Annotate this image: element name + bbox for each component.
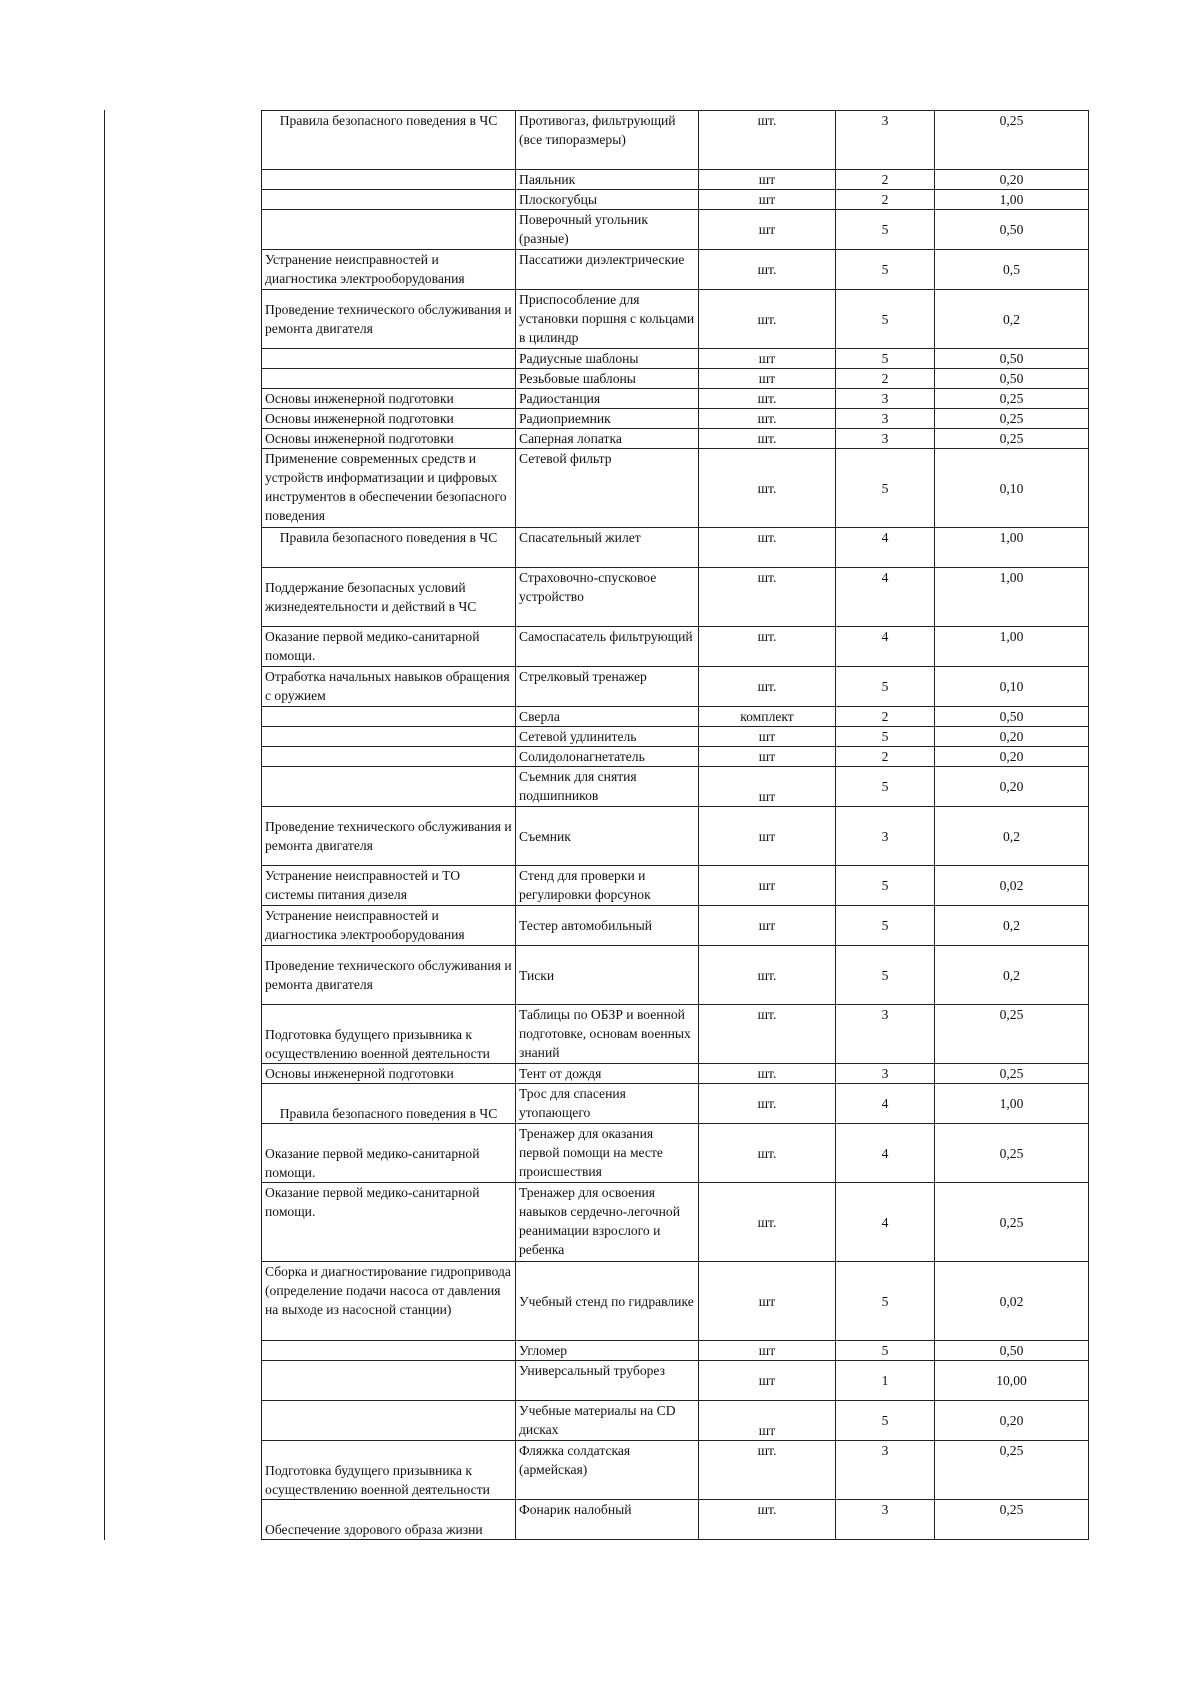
table-row (262, 1401, 1089, 1441)
norm-cell: 0,20 (935, 1401, 1089, 1441)
item-cell: Сверла (516, 707, 699, 727)
topic-cell: Подготовка будущего призывника к осуществлению военной деятельности (262, 1441, 516, 1500)
table-row (262, 667, 1089, 707)
qty-cell: 4 (836, 627, 935, 667)
norm-cell: 0,25 (935, 1183, 1089, 1262)
unit-cell: шт. (699, 528, 836, 568)
item-cell: Пассатижи диэлектрические (516, 250, 699, 290)
norm-cell: 0,2 (935, 946, 1089, 1005)
topic-cell: Основы инженерной подготовки (262, 389, 516, 409)
table-row (262, 170, 1089, 190)
unit-cell: шт. (699, 1183, 836, 1262)
norm-cell: 0,25 (935, 1005, 1089, 1064)
unit-cell: комплект (699, 707, 836, 727)
table-row (262, 1262, 1089, 1341)
table-row (262, 727, 1089, 747)
qty-cell: 4 (836, 528, 935, 568)
table-row (262, 1341, 1089, 1361)
item-cell: Солидолонагнетатель (516, 747, 699, 767)
table-row (262, 369, 1089, 389)
item-cell: Тренажер для оказания первой помощи на месте происшествия (516, 1124, 699, 1183)
item-cell: Трос для спасения утопающего (516, 1084, 699, 1124)
table-row (262, 627, 1089, 667)
qty-cell: 3 (836, 807, 935, 866)
qty-cell: 5 (836, 250, 935, 290)
table-row (262, 1183, 1089, 1262)
table-row (262, 707, 1089, 727)
norm-cell: 0,25 (935, 389, 1089, 409)
qty-cell: 4 (836, 1183, 935, 1262)
topic-cell (262, 190, 516, 210)
norm-cell: 0,10 (935, 667, 1089, 707)
qty-cell: 5 (836, 866, 935, 906)
unit-cell: шт (699, 1262, 836, 1341)
unit-cell: шт. (699, 389, 836, 409)
table-row (262, 946, 1089, 1005)
table-row (262, 747, 1089, 767)
unit-cell: шт (699, 727, 836, 747)
topic-cell (262, 1341, 516, 1361)
unit-cell: шт (699, 349, 836, 369)
qty-cell: 4 (836, 568, 935, 627)
item-cell: Тестер автомобильный (516, 906, 699, 946)
norm-cell: 1,00 (935, 627, 1089, 667)
topic-cell (262, 767, 516, 807)
topic-cell: Оказание первой медико-санитарной помощи. (262, 1183, 516, 1262)
qty-cell: 3 (836, 389, 935, 409)
item-cell: Съемник (516, 807, 699, 866)
norm-cell: 0,50 (935, 707, 1089, 727)
table-row (262, 389, 1089, 409)
table-row (262, 409, 1089, 429)
table-row (262, 111, 1089, 170)
topic-cell: Правила безопасного поведения в ЧС (262, 1084, 516, 1124)
topic-cell (262, 1401, 516, 1441)
topic-cell (262, 1361, 516, 1401)
topic-cell (262, 747, 516, 767)
unit-cell: шт. (699, 946, 836, 1005)
table-row (262, 528, 1089, 568)
qty-cell: 5 (836, 1262, 935, 1341)
topic-cell: Основы инженерной подготовки (262, 429, 516, 449)
qty-cell: 3 (836, 1005, 935, 1064)
table-row (262, 210, 1089, 250)
item-cell: Саперная лопатка (516, 429, 699, 449)
topic-cell: Сборка и диагностирование гидропривода (определение подачи насоса от давления на выходе из насосной станции) (262, 1262, 516, 1341)
unit-cell: шт. (699, 1500, 836, 1540)
item-cell: Противогаз, фильтрующий (все типоразмеры) (516, 111, 699, 170)
topic-cell: Устранение неисправностей и диагностика электрооборудования (262, 250, 516, 290)
norm-cell: 0,50 (935, 349, 1089, 369)
topic-cell (262, 170, 516, 190)
qty-cell: 5 (836, 449, 935, 528)
norm-cell: 0,25 (935, 429, 1089, 449)
item-cell: Тренажер для освоения навыков сердечно-легочной реанимации взрослого и ребенка (516, 1183, 699, 1262)
qty-cell: 3 (836, 1500, 935, 1540)
table-row (262, 290, 1089, 349)
norm-cell: 1,00 (935, 568, 1089, 627)
norm-cell: 0,10 (935, 449, 1089, 528)
qty-cell: 3 (836, 1441, 935, 1500)
norm-cell: 0,25 (935, 111, 1089, 170)
norm-cell: 0,02 (935, 866, 1089, 906)
norm-cell: 0,50 (935, 369, 1089, 389)
qty-cell: 5 (836, 1401, 935, 1441)
norm-cell: 0,20 (935, 727, 1089, 747)
norm-cell: 0,50 (935, 1341, 1089, 1361)
qty-cell: 3 (836, 111, 935, 170)
topic-cell: Поддержание безопасных условий жизнедеятельности и действий в ЧС (262, 568, 516, 627)
qty-cell: 5 (836, 906, 935, 946)
unit-cell: шт. (699, 429, 836, 449)
norm-cell: 0,20 (935, 767, 1089, 807)
unit-cell: шт (699, 1341, 836, 1361)
table-row (262, 807, 1089, 866)
topic-cell: Подготовка будущего призывника к осуществлению военной деятельности (262, 1005, 516, 1064)
table-row (262, 1064, 1089, 1084)
norm-cell: 0,25 (935, 1124, 1089, 1183)
unit-cell: шт (699, 747, 836, 767)
unit-cell: шт. (699, 568, 836, 627)
unit-cell: шт. (699, 449, 836, 528)
unit-cell: шт. (699, 1124, 836, 1183)
norm-cell: 1,00 (935, 1084, 1089, 1124)
norm-cell: 0,25 (935, 1064, 1089, 1084)
unit-cell: шт (699, 1361, 836, 1401)
equipment-table (261, 110, 1089, 1540)
item-cell: Самоспасатель фильтрующий (516, 627, 699, 667)
unit-cell: шт (699, 210, 836, 250)
table-row (262, 250, 1089, 290)
unit-cell: шт. (699, 667, 836, 707)
unit-cell: шт (699, 767, 836, 807)
item-cell: Таблицы по ОБЗР и военной подготовке, основам военных знаний (516, 1005, 699, 1064)
item-cell: Паяльник (516, 170, 699, 190)
qty-cell: 3 (836, 1064, 935, 1084)
qty-cell: 5 (836, 767, 935, 807)
norm-cell: 1,00 (935, 190, 1089, 210)
unit-cell: шт. (699, 111, 836, 170)
qty-cell: 5 (836, 349, 935, 369)
item-cell: Радиостанция (516, 389, 699, 409)
qty-cell: 4 (836, 1084, 935, 1124)
qty-cell: 2 (836, 190, 935, 210)
topic-cell: Применение современных средств и устройств информатизации и цифровых инструментов в обеспечении безопасного поведения (262, 449, 516, 528)
unit-cell: шт (699, 807, 836, 866)
table-row (262, 568, 1089, 627)
norm-cell: 0,20 (935, 747, 1089, 767)
unit-cell: шт (699, 170, 836, 190)
topic-cell: Правила безопасного поведения в ЧС (262, 111, 516, 170)
table-row (262, 906, 1089, 946)
topic-cell: Основы инженерной подготовки (262, 1064, 516, 1084)
qty-cell: 3 (836, 409, 935, 429)
norm-cell: 0,50 (935, 210, 1089, 250)
qty-cell: 5 (836, 210, 935, 250)
table-row (262, 1124, 1089, 1183)
item-cell: Универсальный труборез (516, 1361, 699, 1401)
unit-cell: шт. (699, 409, 836, 429)
norm-cell: 10,00 (935, 1361, 1089, 1401)
topic-cell: Проведение технического обслуживания и ремонта двигателя (262, 807, 516, 866)
table-row (262, 449, 1089, 528)
topic-cell (262, 349, 516, 369)
qty-cell: 2 (836, 170, 935, 190)
unit-cell: шт. (699, 1084, 836, 1124)
norm-cell: 0,25 (935, 1500, 1089, 1540)
unit-cell: шт (699, 190, 836, 210)
item-cell: Спасательный жилет (516, 528, 699, 568)
topic-cell: Оказание первой медико-санитарной помощи. (262, 1124, 516, 1183)
item-cell: Радиоприемник (516, 409, 699, 429)
unit-cell: шт. (699, 290, 836, 349)
unit-cell: шт (699, 906, 836, 946)
norm-cell: 0,2 (935, 290, 1089, 349)
item-cell: Поверочный угольник (разные) (516, 210, 699, 250)
item-cell: Учебный стенд по гидравлике (516, 1262, 699, 1341)
unit-cell: шт. (699, 1005, 836, 1064)
item-cell: Сетевой удлинитель (516, 727, 699, 747)
unit-cell: шт (699, 1401, 836, 1441)
topic-cell: Проведение технического обслуживания и ремонта двигателя (262, 946, 516, 1005)
qty-cell: 5 (836, 667, 935, 707)
norm-cell: 0,5 (935, 250, 1089, 290)
norm-cell: 0,2 (935, 906, 1089, 946)
topic-cell: Проведение технического обслуживания и ремонта двигателя (262, 290, 516, 349)
qty-cell: 1 (836, 1361, 935, 1401)
unit-cell: шт. (699, 1441, 836, 1500)
topic-cell: Обеспечение здорового образа жизни (262, 1500, 516, 1540)
item-cell: Приспособление для установки поршня с кольцами в цилиндр (516, 290, 699, 349)
item-cell: Учебные материалы на CD дисках (516, 1401, 699, 1441)
item-cell: Тент от дождя (516, 1064, 699, 1084)
table-row (262, 1084, 1089, 1124)
topic-cell (262, 727, 516, 747)
unit-cell: шт. (699, 1064, 836, 1084)
topic-cell (262, 369, 516, 389)
qty-cell: 2 (836, 369, 935, 389)
item-cell: Угломер (516, 1341, 699, 1361)
unit-cell: шт (699, 866, 836, 906)
norm-cell: 0,20 (935, 170, 1089, 190)
left-margin-line (104, 110, 105, 1540)
topic-cell: Правила безопасного поведения в ЧС (262, 528, 516, 568)
unit-cell: шт. (699, 250, 836, 290)
item-cell: Фонарик налобный (516, 1500, 699, 1540)
qty-cell: 3 (836, 429, 935, 449)
item-cell: Фляжка солдатская (армейская) (516, 1441, 699, 1500)
item-cell: Стенд для проверки и регулировки форсунок (516, 866, 699, 906)
topic-cell (262, 707, 516, 727)
norm-cell: 0,25 (935, 409, 1089, 429)
qty-cell: 2 (836, 747, 935, 767)
qty-cell: 5 (836, 946, 935, 1005)
norm-cell: 0,2 (935, 807, 1089, 866)
topic-cell: Основы инженерной подготовки (262, 409, 516, 429)
table-row (262, 349, 1089, 369)
qty-cell: 5 (836, 1341, 935, 1361)
item-cell: Плоскогубцы (516, 190, 699, 210)
table-row (262, 1441, 1089, 1500)
topic-cell: Оказание первой медико-санитарной помощи. (262, 627, 516, 667)
qty-cell: 5 (836, 727, 935, 747)
item-cell: Радиусные шаблоны (516, 349, 699, 369)
qty-cell: 2 (836, 707, 935, 727)
unit-cell: шт. (699, 627, 836, 667)
table-row (262, 190, 1089, 210)
item-cell: Тиски (516, 946, 699, 1005)
topic-cell: Устранение неисправностей и диагностика электрооборудования (262, 906, 516, 946)
qty-cell: 4 (836, 1124, 935, 1183)
table-row (262, 767, 1089, 807)
table-row (262, 1361, 1089, 1401)
table-row (262, 1005, 1089, 1064)
topic-cell (262, 210, 516, 250)
item-cell: Резьбовые шаблоны (516, 369, 699, 389)
item-cell: Съемник для снятия подшипников (516, 767, 699, 807)
table-row (262, 866, 1089, 906)
table-row (262, 429, 1089, 449)
norm-cell: 0,02 (935, 1262, 1089, 1341)
item-cell: Сетевой фильтр (516, 449, 699, 528)
qty-cell: 5 (836, 290, 935, 349)
item-cell: Страховочно-спусковое устройство (516, 568, 699, 627)
item-cell: Стрелковый тренажер (516, 667, 699, 707)
topic-cell: Устранение неисправностей и ТО системы питания дизеля (262, 866, 516, 906)
norm-cell: 1,00 (935, 528, 1089, 568)
topic-cell: Отработка начальных навыков обращения с оружием (262, 667, 516, 707)
table-row (262, 1500, 1089, 1540)
norm-cell: 0,25 (935, 1441, 1089, 1500)
unit-cell: шт (699, 369, 836, 389)
